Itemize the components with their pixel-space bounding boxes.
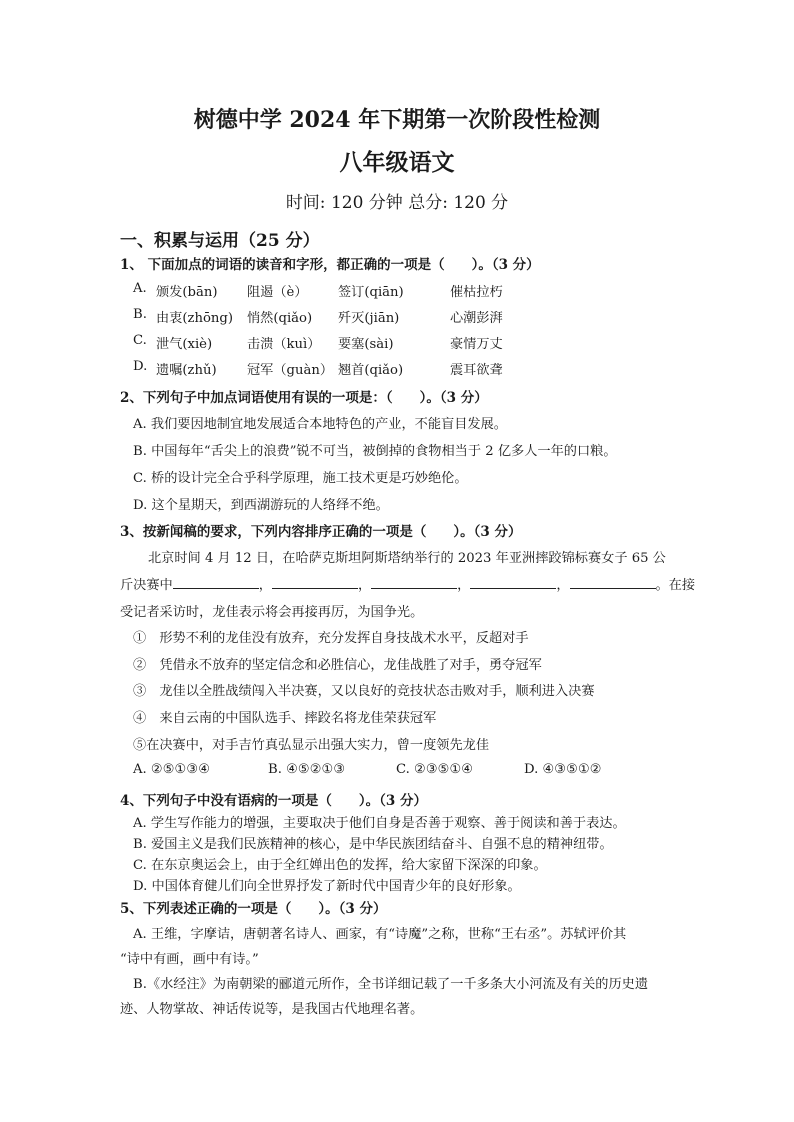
q1-word: 豪情万丈 [450,337,503,352]
q1-word: 阻遏（è） [247,285,308,300]
q4-option-a: A. 学生写作能力的增强，主要取决于他们自身是否善于观察、善于阅读和善于表达。 [133,816,626,831]
q3-choice-d: D. ④③⑤①② [524,762,602,777]
q1-word: 泄气(xiè) [156,337,213,352]
question-2-stem: 2、下列句子中加点词语使用有误的一项是：（ ）。（3 分） [120,390,488,406]
question-3-stem: 3、按新闻稿的要求，下列内容排序正确的一项是（ ）。（3 分） [120,524,522,540]
q3-paragraph-line [120,574,695,593]
comma: ， [457,578,471,593]
q5-option-a-line: “诗中有画，画中有诗。” [120,952,259,967]
comma: ， [556,578,570,593]
comma: ， [357,578,372,593]
q4-option-b: B. 爱国主义是我们民族精神的核心，是中华民族团结奋斗、自强不息的精神纽带。 [133,837,613,852]
q1-word: 遗嘱(zhǔ) [156,363,217,378]
q5-option-b-line: B.《水经注》为南朝梁的郦道元所作，全书详细记载了一千多条大小河流及有关的历史遗 [133,977,649,992]
q1-word: 震耳欲聋 [450,363,503,378]
exam-subtitle: 八年级语文 [339,149,455,176]
q1-word: 颁发(bān) [156,285,218,300]
q3-choice-b: B. ④⑤②①③ [268,762,346,777]
q1-word: 翘首(qiǎo) [338,363,404,378]
q1-word: 冠军（guàn） [247,363,334,378]
q3-item-5: ⑤在决赛中，对手吉竹真弘显示出强大实力，曾一度领先龙佳 [133,738,490,753]
question-5-stem: 5、下列表述正确的一项是（ ）。（3 分） [120,901,387,917]
q4-option-c: C. 在东京奥运会上，由于全红婵出色的发挥，给大家留下深深的印象。 [133,858,547,873]
answer-blank[interactable] [570,575,656,589]
q3-paragraph-line: 北京时间 4 月 12 日，在哈萨克斯坦阿斯塔纳举行的 2023 年亚洲摔跤锦标赛女子 65 公 [148,551,666,566]
q2-option-b: B. 中国每年“舌尖上的浪费”锐不可当，被倒掉的食物相当于 2 亿多人一年的口粮。 [133,444,617,459]
q3-choice-a: A. ②⑤①③④ [133,762,211,777]
answer-blank[interactable] [470,575,556,589]
answer-blank[interactable] [371,575,457,589]
question-1-stem: 1、 下面加点的词语的读音和字形，都正确的一项是（ ）。（3 分） [120,257,540,273]
q1-word: 催枯拉朽 [450,285,503,300]
q1-row-label: A. [133,281,147,296]
q3-paragraph-text: 斤决赛中 [120,578,173,593]
q1-row-label: B. [133,307,147,322]
q1-word: 心潮彭湃 [450,311,503,326]
answer-blank[interactable] [173,575,259,589]
q5-option-a-line: A. 王维，字摩诘，唐朝著名诗人、画家，有“诗魔”之称，世称“王右丞”。苏轼评价其 [133,927,627,942]
q2-option-c: C. 桥的设计完全合乎科学原理，施工技术更是巧妙绝伦。 [133,471,468,486]
q1-word: 要塞(sài) [338,337,394,352]
q1-word: 由衷(zhōng) [156,311,233,326]
q3-item-3: ③ 龙佳以全胜战绩闯入半决赛，又以良好的竞技状态击败对手，顺利进入决赛 [133,684,595,699]
comma: ， [258,578,272,593]
q3-item-4: ④ 来自云南的中国队选手、摔跤名将龙佳荣获冠军 [133,711,437,726]
q3-item-2: ② 凭借永不放弃的坚定信念和必胜信心，龙佳战胜了对手，勇夺冠军 [133,658,542,673]
q4-option-d: D. 中国体育健儿们向全世界抒发了新时代中国青少年的良好形象。 [133,879,521,894]
exam-meta: 时间: 120 分钟 总分: 120 分 [285,193,509,213]
q1-row-label: D. [133,359,148,374]
q5-option-b-line: 迹、人物掌故、神话传说等，是我国古代地理名著。 [120,1002,424,1017]
section-heading: 一、积累与运用（25 分） [120,231,320,251]
q1-word: 击溃（kuì） [247,337,321,352]
q1-word: 歼灭(jiān) [338,311,400,326]
question-4-stem: 4、下列句子中没有语病的一项是（ ）。（3 分） [120,793,427,809]
q2-option-a: A. 我们要因地制宜地发展适合本地特色的产业，不能盲目发展。 [133,417,507,432]
q2-option-d: D. 这个星期天，到西湖游玩的人络绎不绝。 [133,498,389,513]
q1-word: 悄然(qiǎo) [247,311,313,326]
q3-paragraph-text: 。在接 [655,578,696,593]
q3-paragraph-line: 受记者采访时，龙佳表示将会再接再厉，为国争光。 [120,605,424,620]
exam-title: 树德中学 2024 年下期第一次阶段性检测 [193,107,601,133]
q3-choice-c: C. ②③⑤①④ [396,762,474,777]
q1-word: 签订(qiān) [338,285,404,300]
answer-blank[interactable] [272,575,358,589]
q3-item-1: ① 形势不利的龙佳没有放弃，充分发挥自身技战术水平，反超对手 [133,631,529,646]
q1-row-label: C. [133,333,147,348]
